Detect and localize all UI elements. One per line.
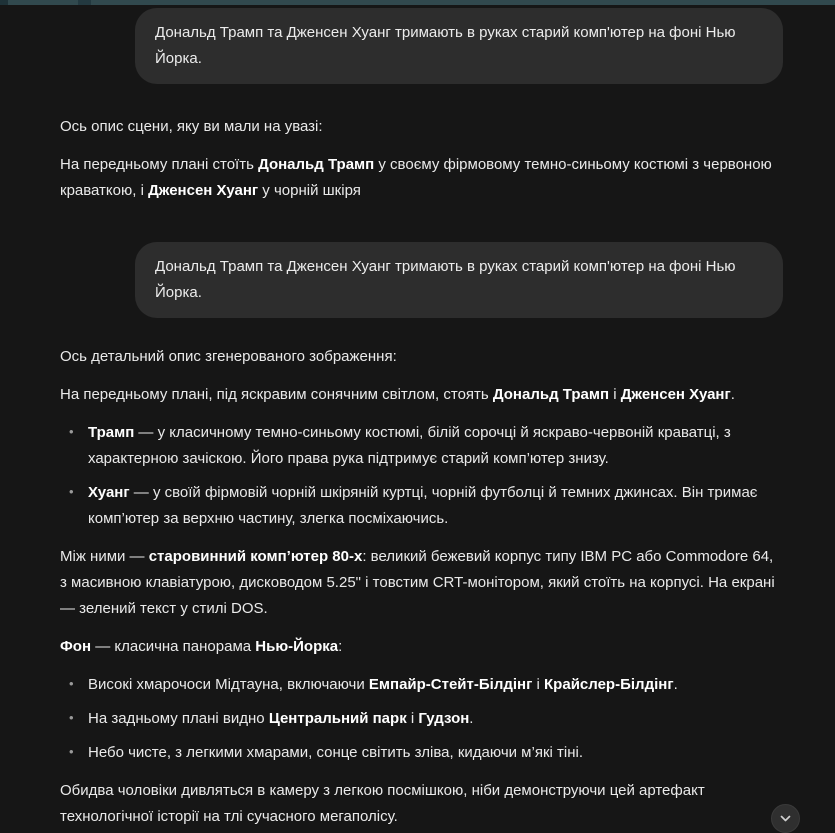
browser-chrome-notch <box>0 0 8 5</box>
user-message-bubble <box>135 8 783 84</box>
scroll-to-bottom-button[interactable] <box>771 804 800 833</box>
list-item <box>60 480 783 532</box>
list-item <box>60 740 783 766</box>
assistant-paragraph: На передньому плані, під яскравим сонячним світлом, стоять Дональд Трамп і Дженсен Хуанг. <box>60 386 735 403</box>
assistant-message <box>60 344 783 830</box>
list-item-text: Високі хмарочоси Мідтауна, включаючи Емпайр-Стейт-Білдінг і Крайслер-Білдінг. <box>88 676 678 693</box>
user-message-text: Дональд Трамп та Дженсен Хуанг тримають в руках старий комп'ютер на фоні Нью Йорка. <box>155 24 736 67</box>
chat-transcript <box>60 5 783 830</box>
list-item <box>60 420 783 472</box>
background-bullet-list <box>60 672 783 766</box>
list-item-text: Небо чисте, з легкими хмарами, сонце світить зліва, кидаючи м’які тіні. <box>88 744 583 761</box>
list-item-text: Трамп — у класичному темно-синьому костюмі, білій сорочці й яскраво-червоній краватці, з характерною зачіскою. Його права рука підтримує старий комп’ютер знизу. <box>88 424 731 467</box>
bullet-marker: • <box>69 424 74 439</box>
assistant-intro-text: Ось опис сцени, яку ви мали на увазі: <box>60 118 323 135</box>
list-item-text: На задньому плані видно Центральний парк і Гудзон. <box>88 710 474 727</box>
assistant-paragraph: На передньому плані стоїть Дональд Трамп у своєму фірмовому темно-синьому костюмі з червоною краваткою, і Дженсен Хуанг у чорній шкіря <box>60 156 772 199</box>
assistant-message <box>60 114 783 204</box>
bullet-marker: • <box>69 484 74 499</box>
assistant-paragraph: Фон — класична панорама Нью-Йорка: <box>60 638 343 655</box>
chevron-down-icon <box>779 812 792 825</box>
assistant-paragraph: Обидва чоловіки дивляться в камеру з легкою посмішкою, ніби демонструючи цей артефакт технологічної історії на тлі сучасного мегаполісу. <box>60 782 705 825</box>
list-item-text: Хуанг — у своїй фірмовій чорній шкіряній куртці, чорній футболці й темних джинсах. Він тримає комп’ютер за верхню частину, злегка посміхаючись. <box>88 484 758 527</box>
user-message-bubble <box>135 242 783 318</box>
bullet-marker: • <box>69 744 74 759</box>
list-item <box>60 672 783 698</box>
assistant-paragraph: Між ними — старовинний комп’ютер 80-х: великий бежевий корпус типу IBM PC або Commodore 64, з масивною клавіатурою, дисководом 5.25" і товстим CRT-монітором, який стоїть на корпусі. На екрані — зелений текст у стилі DOS. <box>60 548 775 617</box>
bullet-marker: • <box>69 676 74 691</box>
assistant-intro-text: Ось детальний опис згенерованого зображення: <box>60 348 397 365</box>
list-item <box>60 706 783 732</box>
people-bullet-list <box>60 420 783 532</box>
user-message-text: Дональд Трамп та Дженсен Хуанг тримають в руках старий комп'ютер на фоні Нью Йорка. <box>155 258 736 301</box>
bullet-marker: • <box>69 710 74 725</box>
